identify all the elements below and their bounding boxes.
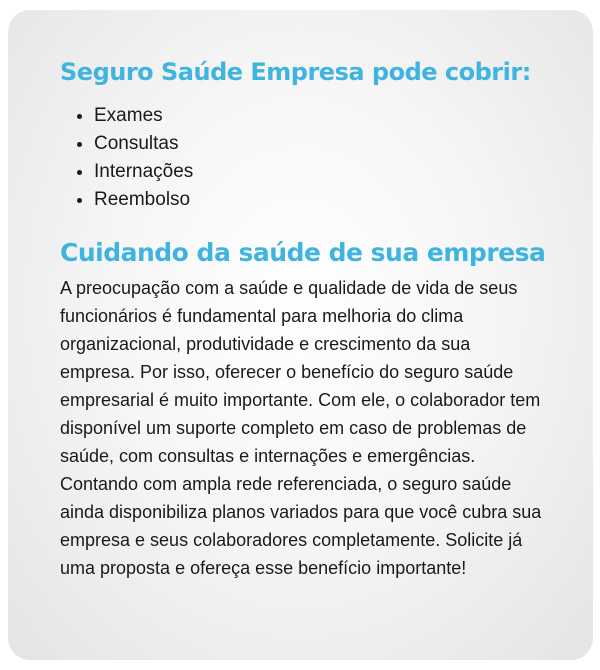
coverage-item-exames: • Exames <box>94 102 193 130</box>
coverage-list <box>60 102 193 214</box>
care-title: Cuidando da saúde de sua empresa <box>60 238 546 267</box>
coverage-title: Seguro Saúde Empresa pode cobrir: <box>60 58 531 86</box>
info-card <box>8 10 593 660</box>
coverage-item-reembolso: • Reembolso <box>94 186 193 214</box>
coverage-item-consultas: • Consultas <box>94 130 193 158</box>
care-paragraph: A preocupação com a saúde e qualidade de vida de seus funcionários é fundamental para melhoria do clima organizacional, produtividade e crescimento da sua empresa. Por isso, oferecer o benefício do seguro saúde empresarial é muito importante. Com ele, o colaborador tem disponível um suporte completo em caso de problemas de saúde, com consultas e internações e emergências. Contando com ampla rede referenciada, o seguro saúde ainda disponibiliza planos variados para que você cubra sua empresa e seus colaboradores completamente. Solicite já uma proposta e ofereça esse benefício importante! <box>60 278 542 578</box>
coverage-item-internacoes: • Internações <box>94 158 193 186</box>
